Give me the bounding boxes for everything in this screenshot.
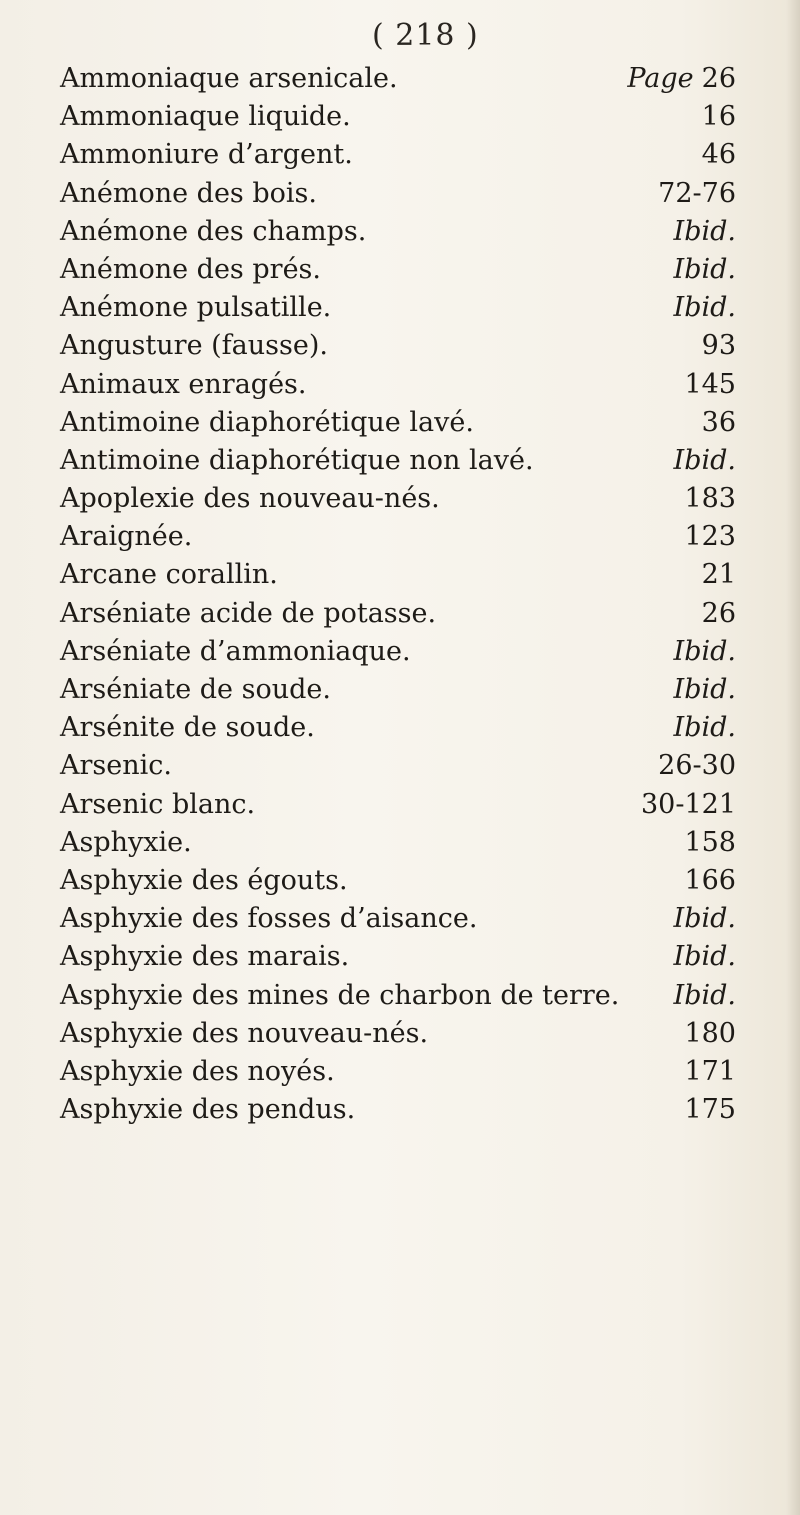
index-entry <box>60 175 736 213</box>
index-term: Arséniate acide de potasse. <box>60 597 437 629</box>
index-entry <box>60 862 736 900</box>
index-entry <box>60 518 736 556</box>
index-entry <box>60 213 736 251</box>
page-reference <box>684 1015 736 1053</box>
index-term: Angusture (fausse). <box>60 330 328 362</box>
index-term: Asphyxie des nouveau-nés. <box>60 1017 429 1049</box>
page-reference <box>702 595 736 633</box>
page-reference-value: 93 <box>701 330 736 362</box>
page-reference-value: 26 <box>701 597 736 629</box>
index-entry <box>60 556 736 594</box>
page-reference <box>684 862 736 900</box>
page-reference-value: 183 <box>684 483 736 515</box>
index-entry <box>60 786 736 824</box>
page-reference-value: 16 <box>701 101 736 133</box>
page-reference-value: 21 <box>701 559 736 591</box>
index-term: Ammoniure d’argent. <box>60 139 353 171</box>
page-reference <box>702 98 736 136</box>
index-entry <box>60 633 736 671</box>
index-entry <box>60 1015 736 1053</box>
page-reference <box>684 824 736 862</box>
index-entry <box>60 977 736 1015</box>
index-term: Arcane corallin. <box>60 559 278 591</box>
page-reference <box>674 251 736 289</box>
page-reference <box>674 442 736 480</box>
page-reference <box>674 633 736 671</box>
index-list <box>60 60 736 1129</box>
index-term: Asphyxie des pendus. <box>60 1094 356 1126</box>
page-reference-value: 30-121 <box>640 788 736 820</box>
page-reference <box>684 480 736 518</box>
page-reference-value: 26 <box>701 63 736 94</box>
index-entry <box>60 900 736 938</box>
page-reference-value: Ibid. <box>673 292 736 324</box>
page-reference <box>684 1053 736 1091</box>
index-entry <box>60 404 736 442</box>
index-entry <box>60 824 736 862</box>
index-term: Ammoniaque liquide. <box>60 101 351 133</box>
page-label: Page <box>627 63 694 94</box>
page-reference-value: 46 <box>701 139 736 171</box>
index-entry <box>60 480 736 518</box>
index-term: Apoplexie des nouveau-nés. <box>60 483 440 515</box>
page-reference <box>674 938 736 976</box>
index-term: Arsenic blanc. <box>60 788 256 820</box>
page-reference-value: Ibid. <box>673 712 736 744</box>
index-entry <box>60 595 736 633</box>
index-term: Asphyxie des mines de charbon de terre. <box>60 979 620 1011</box>
page-edge-shadow <box>786 0 800 1515</box>
page-reference-value: 145 <box>684 368 736 400</box>
index-term: Ammoniaque arsenicale. <box>60 63 398 94</box>
page-reference-value: 180 <box>684 1017 736 1049</box>
index-term: Animaux enragés. <box>60 368 307 400</box>
page-reference-value: 72-76 <box>658 177 736 209</box>
page-reference-value: 123 <box>684 521 736 553</box>
page-reference-value: Ibid. <box>673 941 736 973</box>
index-entry <box>60 98 736 136</box>
page-reference <box>627 60 736 98</box>
index-entry <box>60 327 736 365</box>
page-reference <box>674 900 736 938</box>
index-entry <box>60 289 736 327</box>
page-reference <box>684 1091 736 1129</box>
page-reference <box>658 747 736 785</box>
index-entry <box>60 938 736 976</box>
index-entry <box>60 671 736 709</box>
index-term: Antimoine diaphorétique lavé. <box>60 406 474 438</box>
index-term: Asphyxie des égouts. <box>60 864 348 896</box>
index-term: Asphyxie des noyés. <box>60 1055 335 1087</box>
index-entry <box>60 60 736 98</box>
index-term: Asphyxie des fosses d’aisance. <box>60 903 478 935</box>
index-term: Anémone des champs. <box>60 215 367 247</box>
page-reference <box>674 289 736 327</box>
index-entry <box>60 747 736 785</box>
index-term: Asphyxie des marais. <box>60 941 350 973</box>
page-reference-value: Ibid. <box>673 979 736 1011</box>
page-reference-value: Ibid. <box>673 674 736 705</box>
page-reference <box>684 518 736 556</box>
page-reference-value: 171 <box>684 1055 736 1087</box>
page-reference <box>702 327 736 365</box>
page-number: ( 218 ) <box>372 18 479 53</box>
page-reference-value: 26-30 <box>658 750 736 782</box>
page-reference-value: 166 <box>684 864 736 896</box>
index-entry <box>60 366 736 404</box>
page-reference-value: Ibid. <box>673 253 736 285</box>
page-reference <box>658 175 736 213</box>
index-term: Arséniate d’ammoniaque. <box>60 635 411 667</box>
index-term: Arsénite de soude. <box>60 712 315 744</box>
page-reference-value: Ibid. <box>673 903 736 935</box>
index-term: Araignée. <box>60 521 193 553</box>
index-entry <box>60 709 736 747</box>
page-reference <box>702 556 736 594</box>
index-term: Anémone des bois. <box>60 177 317 209</box>
page-reference-value: Ibid. <box>673 215 736 247</box>
index-entry <box>60 1091 736 1129</box>
page-reference-value: 175 <box>684 1094 736 1126</box>
page-reference-value: 158 <box>684 826 736 858</box>
page-reference <box>674 213 736 251</box>
page-reference-value: Ibid. <box>673 635 736 667</box>
page-reference <box>641 786 736 824</box>
page-reference <box>684 366 736 404</box>
page-reference <box>702 404 736 442</box>
page-reference <box>674 709 736 747</box>
index-term: Anémone des prés. <box>60 253 321 285</box>
page-reference-value: 36 <box>701 406 736 438</box>
index-term: Antimoine diaphorétique non lavé. <box>60 444 534 476</box>
page-reference <box>702 136 736 174</box>
page-reference-value: Ibid. <box>673 444 736 476</box>
index-term: Anémone pulsatille. <box>60 292 332 324</box>
index-entry <box>60 136 736 174</box>
page-reference <box>674 671 736 709</box>
index-term: Asphyxie. <box>60 826 192 858</box>
index-entry <box>60 251 736 289</box>
index-term: Arséniate de soude. <box>60 674 331 705</box>
index-entry <box>60 1053 736 1091</box>
index-entry <box>60 442 736 480</box>
index-term: Arsenic. <box>60 750 172 782</box>
page-reference <box>674 977 736 1015</box>
